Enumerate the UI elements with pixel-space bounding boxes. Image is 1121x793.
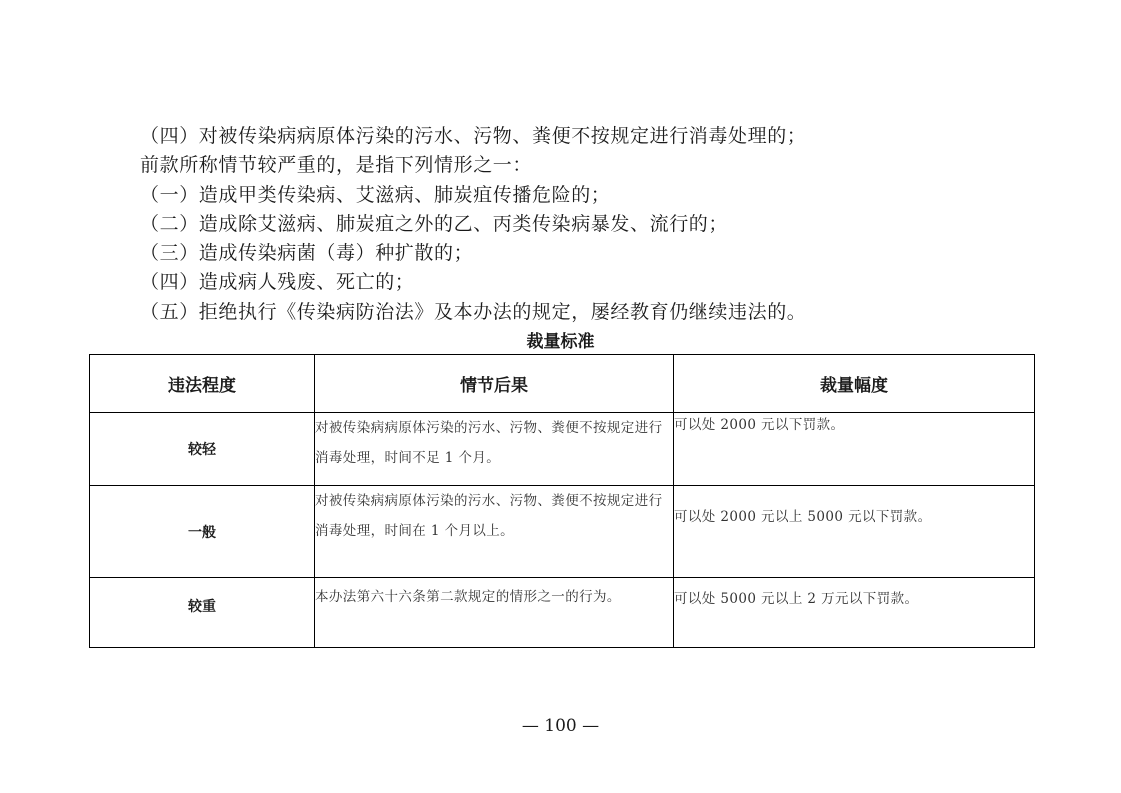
cell-consequence: 本办法第六十六条第二款规定的情形之一的行为。 <box>315 578 674 648</box>
cell-discretion: 可以处 5000 元以上 2 万元以下罚款。 <box>674 578 1035 648</box>
discretion-standard-table <box>89 354 1035 648</box>
paragraph-serious-circumstances-intro: 前款所称情节较严重的，是指下列情形之一： <box>140 154 533 177</box>
paragraph-item-3: （三）造成传染病菌（毒）种扩散的； <box>140 242 474 265</box>
cell-consequence: 对被传染病病原体污染的污水、污物、粪便不按规定进行消毒处理，时间不足 1 个月。 <box>315 413 674 486</box>
body-text <box>140 122 1040 327</box>
cell-level: 一般 <box>90 486 315 578</box>
cell-consequence: 对被传染病病原体污染的污水、污物、粪便不按规定进行消毒处理，时间在 1 个月以上。 <box>315 486 674 578</box>
paragraph-item-4: （四）造成病人残废、死亡的； <box>140 271 415 294</box>
page-number: — 100 — <box>521 716 600 736</box>
cell-level: 较轻 <box>90 413 315 486</box>
header-consequence: 情节后果 <box>315 355 674 413</box>
table-row <box>90 486 1035 578</box>
table-title: 裁量标准 <box>526 332 595 352</box>
paragraph-item-1: （一）造成甲类传染病、艾滋病、肺炭疽传播危险的； <box>140 183 611 206</box>
cell-level: 较重 <box>90 578 315 648</box>
table-row <box>90 578 1035 648</box>
header-discretion-range: 裁量幅度 <box>674 355 1035 413</box>
table-row <box>90 413 1035 486</box>
cell-discretion: 可以处 2000 元以下罚款。 <box>674 413 1035 486</box>
paragraph-item-2: （二）造成除艾滋病、肺炭疽之外的乙、丙类传染病暴发、流行的； <box>140 212 729 235</box>
paragraph-item-5: （五）拒绝执行《传染病防治法》及本办法的规定，屡经教育仍继续违法的。 <box>140 300 807 323</box>
cell-discretion: 可以处 2000 元以上 5000 元以下罚款。 <box>674 486 1035 578</box>
paragraph-item-4-untreated-waste: （四）对被传染病病原体污染的污水、污物、粪便不按规定进行消毒处理的； <box>140 125 807 147</box>
table-header-row <box>90 355 1035 413</box>
header-violation-level: 违法程度 <box>90 355 315 413</box>
